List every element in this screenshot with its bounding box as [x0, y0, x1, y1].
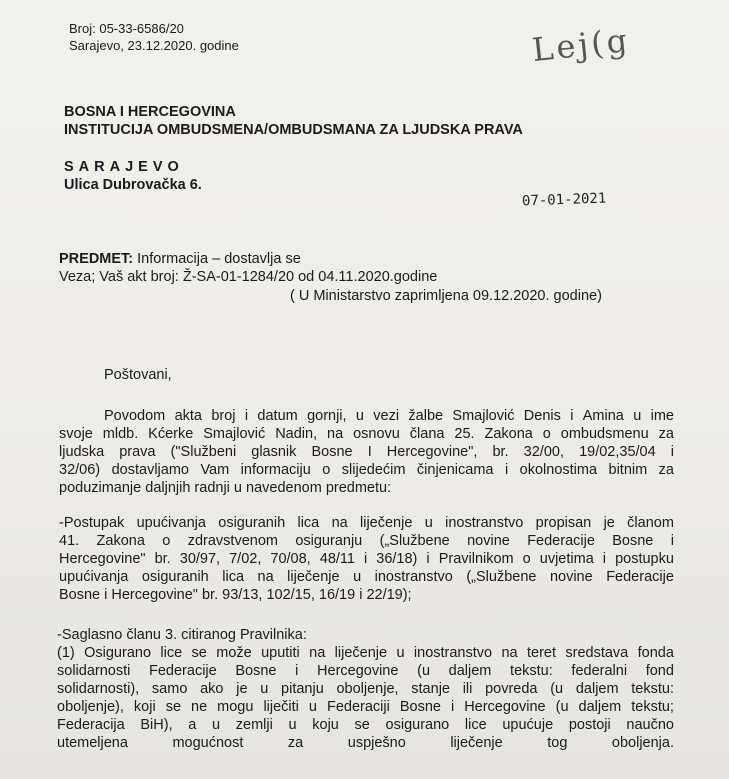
paragraph-2-line: 41. Zakona o zdravstvenom osiguranju („Službene novine Federacije Bosne i: [59, 533, 674, 549]
paragraph-2-line: Bosne i Hercegovine" br. 93/13, 102/15, 16/19 i 22/19);: [59, 587, 412, 603]
paragraph-2-line: Hercegovine" br. 30/97, 7/02, 70/08, 48/11 i 36/18) i Pravilnikom o uvjetima i postupku: [59, 551, 674, 567]
subject-label: PREDMET:: [59, 251, 134, 267]
addressee-street: Ulica Dubrovačka 6.: [64, 177, 202, 193]
paragraph-1-line: svoje mldb. Kćerke Smajlović Nadin, na osnovu člana 25. Zakona o ombudsmenu za: [59, 426, 674, 442]
subject-line: [59, 250, 301, 268]
document-number: Broj: 05-33-6586/20: [69, 21, 184, 36]
reference-line: Veza; Vaš akt broj: Ž-SA-01-1284/20 od 04.11.2020.godine: [59, 269, 438, 285]
paragraph-1-line: poduzimanje daljnjih radnji u navedenom predmetu:: [59, 480, 392, 496]
received-note: ( U Ministarstvo zaprimljena 09.12.2020. godine): [290, 288, 602, 304]
paragraph-3-line: oboljenje), koji se ne mogu liječiti u Federaciji Bosne i Hercegovine (u daljem tekstu;: [57, 699, 674, 715]
paragraph-3-line: solidarnosti), samo ako je u pitanju oboljenje, stanje ili povreda (u daljem tekstu:: [57, 681, 674, 697]
paragraph-3-line: (1) Osigurano lice se može uputiti na liječenje u inostranstvo na teret sredstava fonda: [57, 645, 674, 661]
paragraph-2-line: upućivanja osiguranih lica na liječenje u inostranstvo („Službene novine Federacije: [59, 569, 674, 585]
addressee-country: BOSNA I HERCEGOVINA: [64, 104, 236, 120]
paragraph-1-line: 32/06) dostavljamo Vam informaciju o slijedećim činjenicama i okolnostima bitnim za: [59, 462, 674, 478]
paragraph-3-line: utemeljena mogućnost za uspješno liječenje tog oboljenja.: [57, 735, 674, 751]
paragraph-3-line: Federacija BiH), a u zemlji u koju se osigurano lice upućuje postoji naučno: [57, 717, 674, 733]
subject-text: Informacija – dostavlja se: [133, 251, 301, 267]
paragraph-1-line: Povodom akta broj i datum gornji, u vezi žalbe Smajlović Denis i Amina u ime: [104, 408, 674, 424]
paragraph-1-line: ljudska prava ("Službeni glasnik Bosne I Hercegovine", br. 32/00, 19/02,35/04 i: [59, 444, 674, 460]
paragraph-3-line: solidarnosti Federacije Bosne i Hercegovine (u daljem tekstu: federalni fond: [57, 663, 674, 679]
paragraph-2-line: -Postupak upućivanja osiguranih lica na liječenje u inostranstvo propisan je članom: [59, 515, 674, 531]
place-and-date: Sarajevo, 23.12.2020. godine: [69, 38, 239, 53]
greeting: Poštovani,: [104, 367, 172, 383]
paragraph-3-heading: -Saglasno članu 3. citiranog Pravilnika:: [57, 627, 307, 643]
handwritten-note: Lej(g: [530, 20, 632, 70]
received-date-stamp: 07-01-2021: [521, 190, 607, 210]
addressee-city: SARAJEVO: [64, 159, 184, 175]
addressee-institution: INSTITUCIJA OMBUDSMENA/OMBUDSMANA ZA LJUDSKA PRAVA: [64, 122, 523, 138]
